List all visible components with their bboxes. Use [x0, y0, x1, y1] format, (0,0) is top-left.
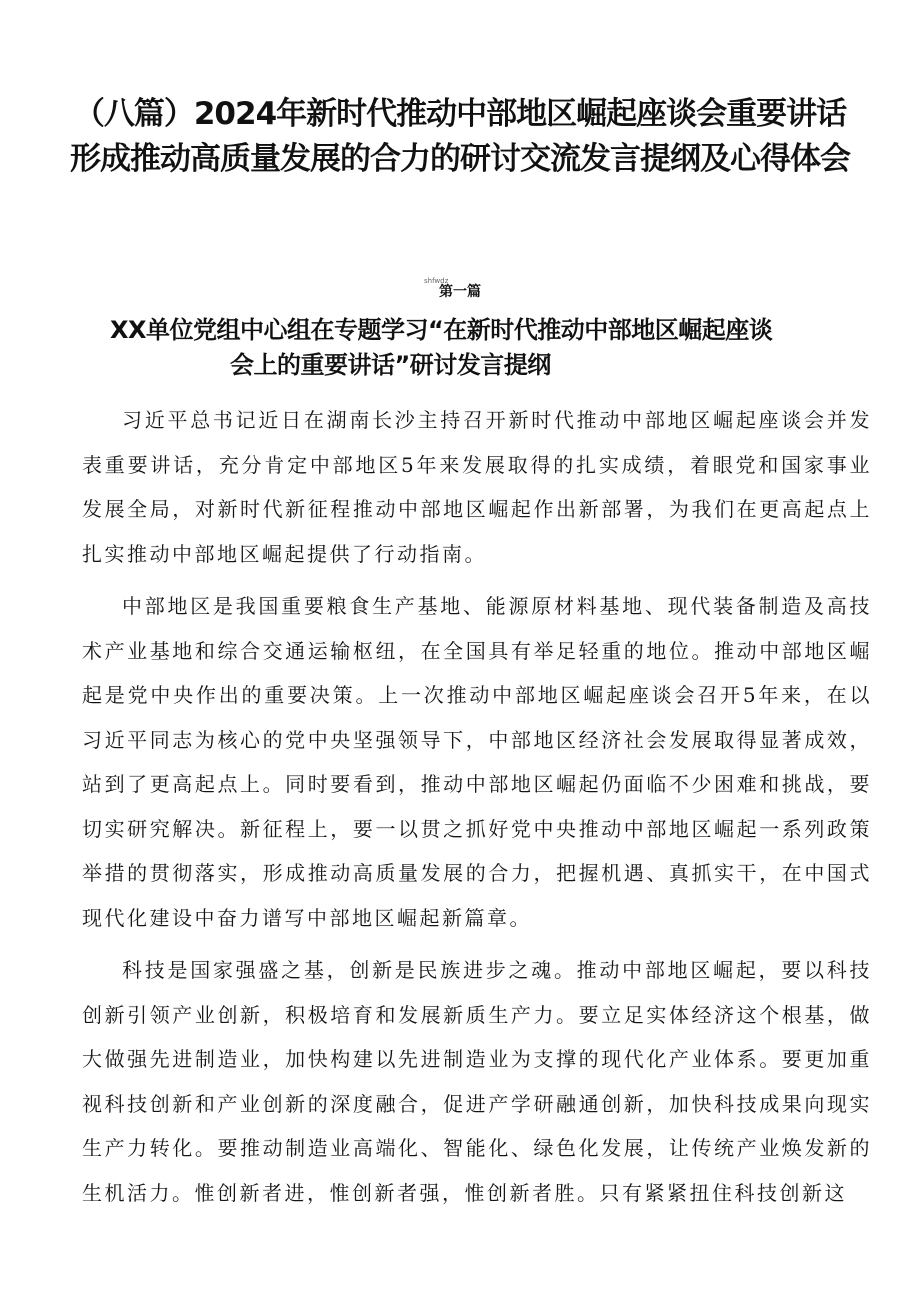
section-label-text: 第一篇 [439, 284, 481, 300]
subtitle-line-2: 会上的重要讲话”研讨发言提纲 [230, 351, 551, 379]
body-text [82, 398, 872, 1223]
section-label [410, 277, 510, 301]
paragraph: 习近平总书记近日在湖南长沙主持召开新时代推动中部地区崛起座谈会并发表重要讲话，充分肯定中部地区5年来发展取得的扎实成绩，着眼党和国家事业发展全局，对新时代新征程推动中部地区崛起作出新部署，为我们在更高起点上扎实推动中部地区崛起提供了行动指南。 [82, 408, 872, 566]
section-note: shfwdz [424, 277, 449, 285]
section-subtitle [110, 313, 880, 383]
document-title: （八篇）2024年新时代推动中部地区崛起座谈会重要讲话形成推动高质量发展的合力的研讨交流发言提纲及心得体会 [70, 96, 850, 177]
paragraph: 中部地区是我国重要粮食生产基地、能源原材料基地、现代装备制造及高技术产业基地和综合交通运输枢纽，在全国具有举足轻重的地位。推动中部地区崛起是党中央作出的重要决策。上一次推动中部地区崛起座谈会召开5年来，在以习近平同志为核心的党中央坚强领导下，中部地区经济社会发展取得显著成效，站到了更高起点上。同时要看到，推动中部地区崛起仍面临不少困难和挑战，要切实研究解决。新征程上，要一以贯之抓好党中央推动中部地区崛起一系列政策举措的贯彻落实，形成推动高质量发展的合力，把握机遇、真抓实干，在中国式现代化建设中奋力谱写中部地区崛起新篇章。 [82, 594, 872, 930]
paragraph: 科技是国家强盛之基，创新是民族进步之魂。推动中部地区崛起，要以科技创新引领产业创新，积极培育和发展新质生产力。要立足实体经济这个根基，做大做强先进制造业，加快构建以先进制造业为支撑的现代化产业体系。要更加重视科技创新和产业创新的深度融合，促进产学研融通创新，加快科技成果向现实生产力转化。要推动制造业高端化、智能化、绿色化发展，让传统产业焕发新的生机活力。惟创新者进，惟创新者强，惟创新者胜。只有紧紧扭住科技创新这 [82, 958, 872, 1205]
subtitle-line-1: XX单位党组中心组在专题学习“在新时代推动中部地区崛起座谈 [110, 316, 773, 344]
